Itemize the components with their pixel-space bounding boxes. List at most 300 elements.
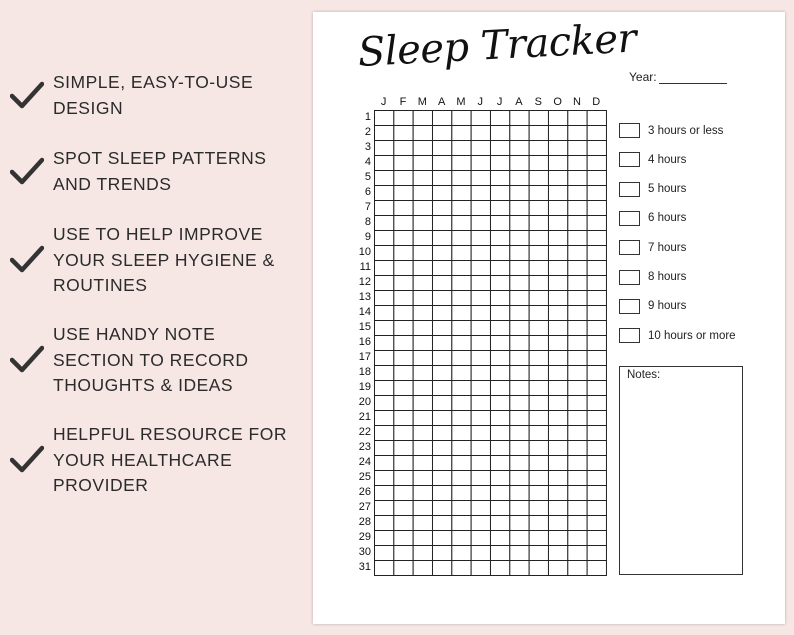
grid-cell[interactable] <box>413 291 432 306</box>
grid-cell[interactable] <box>510 561 529 576</box>
grid-cell[interactable] <box>394 246 413 261</box>
grid-cell[interactable] <box>587 261 606 276</box>
grid-cell[interactable] <box>452 396 471 411</box>
grid-cell[interactable] <box>529 171 548 186</box>
grid-cell[interactable] <box>510 336 529 351</box>
grid-cell[interactable] <box>375 501 394 516</box>
grid-cell[interactable] <box>432 231 451 246</box>
grid-cell[interactable] <box>490 231 509 246</box>
grid-cell[interactable] <box>375 516 394 531</box>
grid-cell[interactable] <box>394 531 413 546</box>
grid-cell[interactable] <box>510 171 529 186</box>
grid-cell[interactable] <box>510 351 529 366</box>
grid-cell[interactable] <box>413 486 432 501</box>
grid-cell[interactable] <box>548 381 567 396</box>
grid-cell[interactable] <box>471 501 490 516</box>
grid-cell[interactable] <box>529 201 548 216</box>
grid-cell[interactable] <box>452 381 471 396</box>
grid-cell[interactable] <box>568 201 587 216</box>
grid-cell[interactable] <box>568 381 587 396</box>
grid-cell[interactable] <box>529 231 548 246</box>
grid-cell[interactable] <box>548 231 567 246</box>
grid-cell[interactable] <box>587 411 606 426</box>
grid-cell[interactable] <box>471 276 490 291</box>
grid-cell[interactable] <box>375 471 394 486</box>
grid-cell[interactable] <box>394 516 413 531</box>
grid-cell[interactable] <box>413 351 432 366</box>
grid-cell[interactable] <box>529 186 548 201</box>
grid-cell[interactable] <box>490 306 509 321</box>
grid-cell[interactable] <box>452 246 471 261</box>
grid-cell[interactable] <box>413 261 432 276</box>
grid-cell[interactable] <box>587 231 606 246</box>
grid-cell[interactable] <box>587 486 606 501</box>
grid-cell[interactable] <box>587 396 606 411</box>
grid-cell[interactable] <box>413 141 432 156</box>
grid-cell[interactable] <box>394 351 413 366</box>
grid-cell[interactable] <box>394 186 413 201</box>
grid-cell[interactable] <box>394 126 413 141</box>
grid-cell[interactable] <box>452 426 471 441</box>
grid-cell[interactable] <box>548 141 567 156</box>
grid-cell[interactable] <box>510 501 529 516</box>
grid-cell[interactable] <box>490 531 509 546</box>
grid-cell[interactable] <box>471 366 490 381</box>
grid-cell[interactable] <box>587 321 606 336</box>
grid-cell[interactable] <box>510 411 529 426</box>
grid-cell[interactable] <box>432 276 451 291</box>
grid-cell[interactable] <box>510 231 529 246</box>
grid-cell[interactable] <box>471 246 490 261</box>
grid-cell[interactable] <box>413 246 432 261</box>
grid-cell[interactable] <box>587 186 606 201</box>
grid-cell[interactable] <box>394 396 413 411</box>
grid-cell[interactable] <box>548 441 567 456</box>
grid-cell[interactable] <box>529 246 548 261</box>
grid-cell[interactable] <box>587 561 606 576</box>
grid-cell[interactable] <box>471 141 490 156</box>
grid-cell[interactable] <box>413 276 432 291</box>
grid-cell[interactable] <box>568 126 587 141</box>
grid-cell[interactable] <box>529 381 548 396</box>
grid-cell[interactable] <box>375 246 394 261</box>
grid-cell[interactable] <box>548 411 567 426</box>
grid-cell[interactable] <box>548 336 567 351</box>
grid-cell[interactable] <box>452 156 471 171</box>
grid-cell[interactable] <box>510 126 529 141</box>
grid-cell[interactable] <box>471 426 490 441</box>
grid-cell[interactable] <box>394 471 413 486</box>
grid-cell[interactable] <box>432 381 451 396</box>
grid-cell[interactable] <box>568 231 587 246</box>
grid-cell[interactable] <box>432 126 451 141</box>
grid-cell[interactable] <box>529 426 548 441</box>
grid-cell[interactable] <box>548 561 567 576</box>
grid-cell[interactable] <box>394 231 413 246</box>
grid-cell[interactable] <box>452 516 471 531</box>
grid-cell[interactable] <box>432 501 451 516</box>
grid-cell[interactable] <box>510 276 529 291</box>
grid-cell[interactable] <box>587 126 606 141</box>
legend-checkbox[interactable] <box>619 211 640 226</box>
grid-cell[interactable] <box>510 216 529 231</box>
grid-cell[interactable] <box>568 141 587 156</box>
grid-cell[interactable] <box>375 531 394 546</box>
grid-cell[interactable] <box>548 201 567 216</box>
grid-cell[interactable] <box>548 531 567 546</box>
grid-cell[interactable] <box>548 246 567 261</box>
grid-cell[interactable] <box>529 396 548 411</box>
grid-cell[interactable] <box>548 471 567 486</box>
grid-cell[interactable] <box>413 126 432 141</box>
grid-cell[interactable] <box>529 216 548 231</box>
grid-cell[interactable] <box>490 126 509 141</box>
grid-cell[interactable] <box>471 156 490 171</box>
grid-cell[interactable] <box>471 411 490 426</box>
grid-cell[interactable] <box>432 546 451 561</box>
grid-cell[interactable] <box>568 411 587 426</box>
grid-cell[interactable] <box>529 306 548 321</box>
grid-cell[interactable] <box>490 501 509 516</box>
grid-cell[interactable] <box>471 126 490 141</box>
grid-cell[interactable] <box>471 396 490 411</box>
grid-cell[interactable] <box>471 216 490 231</box>
grid-cell[interactable] <box>510 486 529 501</box>
grid-cell[interactable] <box>375 306 394 321</box>
grid-cell[interactable] <box>548 396 567 411</box>
grid-cell[interactable] <box>432 156 451 171</box>
grid-cell[interactable] <box>490 111 509 126</box>
grid-cell[interactable] <box>548 351 567 366</box>
grid-cell[interactable] <box>568 456 587 471</box>
grid-cell[interactable] <box>587 441 606 456</box>
grid-cell[interactable] <box>568 276 587 291</box>
grid-cell[interactable] <box>394 486 413 501</box>
grid-cell[interactable] <box>375 261 394 276</box>
grid-cell[interactable] <box>413 411 432 426</box>
grid-cell[interactable] <box>432 426 451 441</box>
grid-cell[interactable] <box>568 531 587 546</box>
grid-cell[interactable] <box>510 201 529 216</box>
grid-cell[interactable] <box>394 141 413 156</box>
grid-cell[interactable] <box>394 441 413 456</box>
grid-cell[interactable] <box>471 231 490 246</box>
grid-cell[interactable] <box>394 111 413 126</box>
grid-cell[interactable] <box>413 306 432 321</box>
grid-cell[interactable] <box>394 336 413 351</box>
grid-cell[interactable] <box>587 201 606 216</box>
grid-cell[interactable] <box>471 261 490 276</box>
grid-cell[interactable] <box>529 111 548 126</box>
grid-cell[interactable] <box>375 561 394 576</box>
grid-cell[interactable] <box>568 441 587 456</box>
grid-cell[interactable] <box>587 141 606 156</box>
grid-cell[interactable] <box>452 261 471 276</box>
grid-cell[interactable] <box>452 456 471 471</box>
grid-cell[interactable] <box>587 501 606 516</box>
grid-cell[interactable] <box>568 306 587 321</box>
grid-cell[interactable] <box>490 171 509 186</box>
grid-cell[interactable] <box>432 291 451 306</box>
grid-cell[interactable] <box>452 141 471 156</box>
grid-cell[interactable] <box>375 186 394 201</box>
grid-cell[interactable] <box>452 126 471 141</box>
grid-cell[interactable] <box>510 306 529 321</box>
grid-cell[interactable] <box>587 156 606 171</box>
grid-cell[interactable] <box>548 501 567 516</box>
grid-cell[interactable] <box>510 531 529 546</box>
grid-cell[interactable] <box>394 276 413 291</box>
grid-cell[interactable] <box>548 126 567 141</box>
grid-cell[interactable] <box>568 396 587 411</box>
grid-cell[interactable] <box>490 396 509 411</box>
grid-cell[interactable] <box>413 561 432 576</box>
grid-cell[interactable] <box>394 261 413 276</box>
legend-checkbox[interactable] <box>619 270 640 285</box>
grid-cell[interactable] <box>432 516 451 531</box>
grid-cell[interactable] <box>471 531 490 546</box>
grid-cell[interactable] <box>490 336 509 351</box>
grid-cell[interactable] <box>568 546 587 561</box>
grid-cell[interactable] <box>529 276 548 291</box>
grid-cell[interactable] <box>529 561 548 576</box>
grid-cell[interactable] <box>394 171 413 186</box>
grid-cell[interactable] <box>452 546 471 561</box>
grid-cell[interactable] <box>510 156 529 171</box>
grid-cell[interactable] <box>452 501 471 516</box>
grid-cell[interactable] <box>490 441 509 456</box>
grid-cell[interactable] <box>471 321 490 336</box>
grid-cell[interactable] <box>529 321 548 336</box>
grid-cell[interactable] <box>587 336 606 351</box>
grid-cell[interactable] <box>413 471 432 486</box>
grid-cell[interactable] <box>432 411 451 426</box>
grid-cell[interactable] <box>432 186 451 201</box>
grid-cell[interactable] <box>375 426 394 441</box>
grid-cell[interactable] <box>529 531 548 546</box>
grid-cell[interactable] <box>568 501 587 516</box>
grid-cell[interactable] <box>548 516 567 531</box>
grid-cell[interactable] <box>471 111 490 126</box>
grid-cell[interactable] <box>375 141 394 156</box>
grid-cell[interactable] <box>394 501 413 516</box>
grid-cell[interactable] <box>529 516 548 531</box>
grid-cell[interactable] <box>548 216 567 231</box>
grid-cell[interactable] <box>510 546 529 561</box>
grid-cell[interactable] <box>375 396 394 411</box>
grid-cell[interactable] <box>452 321 471 336</box>
grid-cell[interactable] <box>432 216 451 231</box>
grid-cell[interactable] <box>413 441 432 456</box>
grid-cell[interactable] <box>490 156 509 171</box>
grid-cell[interactable] <box>510 246 529 261</box>
grid-cell[interactable] <box>394 366 413 381</box>
grid-cell[interactable] <box>548 171 567 186</box>
grid-cell[interactable] <box>548 306 567 321</box>
grid-cell[interactable] <box>394 546 413 561</box>
grid-cell[interactable] <box>510 396 529 411</box>
grid-cell[interactable] <box>568 111 587 126</box>
grid-cell[interactable] <box>452 561 471 576</box>
grid-cell[interactable] <box>510 426 529 441</box>
grid-cell[interactable] <box>510 111 529 126</box>
grid-cell[interactable] <box>394 381 413 396</box>
grid-cell[interactable] <box>529 126 548 141</box>
grid-cell[interactable] <box>471 291 490 306</box>
grid-cell[interactable] <box>375 201 394 216</box>
grid-cell[interactable] <box>510 261 529 276</box>
grid-cell[interactable] <box>413 546 432 561</box>
grid-cell[interactable] <box>432 531 451 546</box>
grid-cell[interactable] <box>432 336 451 351</box>
grid-cell[interactable] <box>413 321 432 336</box>
grid-cell[interactable] <box>568 561 587 576</box>
grid-cell[interactable] <box>471 186 490 201</box>
grid-cell[interactable] <box>490 471 509 486</box>
grid-cell[interactable] <box>432 321 451 336</box>
grid-cell[interactable] <box>568 216 587 231</box>
grid-cell[interactable] <box>529 471 548 486</box>
grid-cell[interactable] <box>471 471 490 486</box>
grid-cell[interactable] <box>471 171 490 186</box>
grid-cell[interactable] <box>375 321 394 336</box>
grid-cell[interactable] <box>432 201 451 216</box>
grid-cell[interactable] <box>510 471 529 486</box>
grid-cell[interactable] <box>452 231 471 246</box>
grid-cell[interactable] <box>568 246 587 261</box>
grid-cell[interactable] <box>587 381 606 396</box>
grid-cell[interactable] <box>394 411 413 426</box>
grid-cell[interactable] <box>452 531 471 546</box>
grid-cell[interactable] <box>587 456 606 471</box>
grid-cell[interactable] <box>510 381 529 396</box>
grid-cell[interactable] <box>548 111 567 126</box>
grid-cell[interactable] <box>432 261 451 276</box>
grid-cell[interactable] <box>471 516 490 531</box>
grid-cell[interactable] <box>490 486 509 501</box>
grid-cell[interactable] <box>452 201 471 216</box>
grid-cell[interactable] <box>490 141 509 156</box>
grid-cell[interactable] <box>375 156 394 171</box>
grid-cell[interactable] <box>452 366 471 381</box>
grid-cell[interactable] <box>471 381 490 396</box>
grid-cell[interactable] <box>452 351 471 366</box>
grid-cell[interactable] <box>413 216 432 231</box>
grid-cell[interactable] <box>452 411 471 426</box>
grid-cell[interactable] <box>432 561 451 576</box>
grid-cell[interactable] <box>587 306 606 321</box>
grid-cell[interactable] <box>490 456 509 471</box>
grid-cell[interactable] <box>568 366 587 381</box>
grid-cell[interactable] <box>490 276 509 291</box>
grid-cell[interactable] <box>490 381 509 396</box>
grid-cell[interactable] <box>432 486 451 501</box>
grid-cell[interactable] <box>452 441 471 456</box>
grid-cell[interactable] <box>529 441 548 456</box>
grid-cell[interactable] <box>548 186 567 201</box>
grid-cell[interactable] <box>452 306 471 321</box>
grid-cell[interactable] <box>548 276 567 291</box>
legend-checkbox[interactable] <box>619 152 640 167</box>
grid-cell[interactable] <box>394 216 413 231</box>
grid-cell[interactable] <box>587 171 606 186</box>
grid-cell[interactable] <box>510 291 529 306</box>
grid-cell[interactable] <box>471 561 490 576</box>
grid-cell[interactable] <box>529 501 548 516</box>
grid-cell[interactable] <box>432 441 451 456</box>
grid-cell[interactable] <box>471 351 490 366</box>
grid-cell[interactable] <box>490 186 509 201</box>
grid-cell[interactable] <box>394 321 413 336</box>
grid-cell[interactable] <box>375 336 394 351</box>
grid-cell[interactable] <box>490 561 509 576</box>
grid-cell[interactable] <box>568 351 587 366</box>
grid-cell[interactable] <box>510 441 529 456</box>
grid-cell[interactable] <box>452 486 471 501</box>
grid-cell[interactable] <box>568 186 587 201</box>
grid-cell[interactable] <box>413 111 432 126</box>
grid-cell[interactable] <box>529 456 548 471</box>
grid-cell[interactable] <box>413 186 432 201</box>
grid-cell[interactable] <box>548 261 567 276</box>
grid-cell[interactable] <box>587 246 606 261</box>
grid-cell[interactable] <box>587 111 606 126</box>
grid-cell[interactable] <box>490 291 509 306</box>
grid-cell[interactable] <box>471 336 490 351</box>
grid-cell[interactable] <box>394 201 413 216</box>
grid-cell[interactable] <box>587 351 606 366</box>
grid-cell[interactable] <box>375 366 394 381</box>
grid-cell[interactable] <box>587 516 606 531</box>
grid-cell[interactable] <box>490 411 509 426</box>
grid-cell[interactable] <box>568 261 587 276</box>
grid-cell[interactable] <box>394 306 413 321</box>
grid-cell[interactable] <box>568 336 587 351</box>
grid-cell[interactable] <box>568 516 587 531</box>
grid-cell[interactable] <box>452 336 471 351</box>
grid-cell[interactable] <box>432 141 451 156</box>
legend-checkbox[interactable] <box>619 123 640 138</box>
grid-cell[interactable] <box>568 171 587 186</box>
grid-cell[interactable] <box>432 396 451 411</box>
grid-cell[interactable] <box>413 396 432 411</box>
grid-cell[interactable] <box>490 546 509 561</box>
grid-cell[interactable] <box>471 456 490 471</box>
grid-cell[interactable] <box>413 336 432 351</box>
grid-cell[interactable] <box>452 111 471 126</box>
grid-cell[interactable] <box>413 366 432 381</box>
grid-cell[interactable] <box>452 291 471 306</box>
grid-cell[interactable] <box>413 381 432 396</box>
grid-cell[interactable] <box>490 246 509 261</box>
grid-cell[interactable] <box>490 366 509 381</box>
grid-cell[interactable] <box>394 456 413 471</box>
grid-cell[interactable] <box>587 546 606 561</box>
grid-cell[interactable] <box>375 381 394 396</box>
grid-cell[interactable] <box>490 216 509 231</box>
grid-cell[interactable] <box>568 471 587 486</box>
grid-cell[interactable] <box>529 486 548 501</box>
grid-cell[interactable] <box>375 171 394 186</box>
grid-cell[interactable] <box>413 501 432 516</box>
grid-cell[interactable] <box>375 546 394 561</box>
grid-cell[interactable] <box>471 486 490 501</box>
grid-cell[interactable] <box>548 486 567 501</box>
grid-cell[interactable] <box>587 291 606 306</box>
grid-cell[interactable] <box>375 276 394 291</box>
grid-cell[interactable] <box>471 201 490 216</box>
grid-cell[interactable] <box>375 441 394 456</box>
